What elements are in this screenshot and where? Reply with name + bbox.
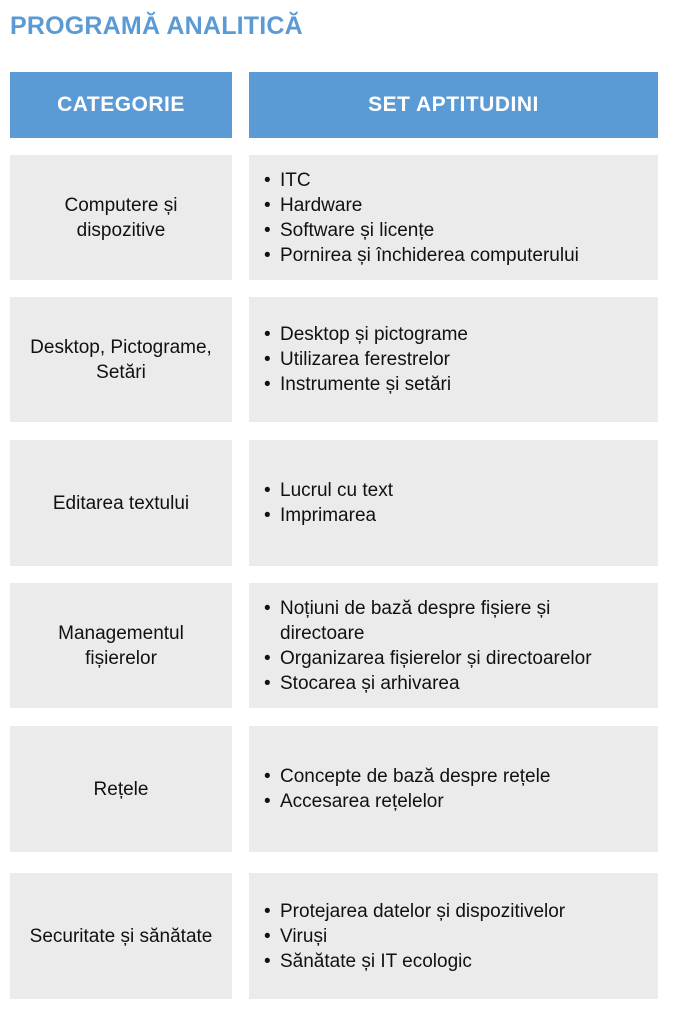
page-title: PROGRAMĂ ANALITICĂ (10, 12, 303, 40)
skill-item: • Imprimarea (280, 503, 393, 528)
skill-item: • Viruși (280, 924, 565, 949)
skill-item: • Noțiuni de bază despre fișiere și directoare (280, 596, 620, 646)
skills-computers-devices (249, 155, 658, 280)
category-file-management (10, 583, 232, 708)
category-label: Securitate și sănătate (29, 925, 213, 947)
category-networks (10, 726, 232, 852)
skill-item: • Hardware (280, 193, 579, 218)
skill-item: • Utilizarea ferestrelor (280, 347, 468, 372)
category-computers-devices (10, 155, 232, 280)
skill-item: • Pornirea și închiderea computerului (280, 243, 579, 268)
column-header-skills: SET APTITUDINI (249, 72, 658, 138)
skill-item: • Lucrul cu text (280, 478, 393, 503)
category-label: Desktop, Pictograme, Setări (30, 336, 212, 383)
category-text-editing (10, 440, 232, 566)
category-label: Managementul fișierelor (58, 622, 184, 669)
column-header-category: CATEGORIE (10, 72, 232, 138)
skill-list (280, 764, 550, 814)
skill-item: • Instrumente și setări (280, 372, 468, 397)
skill-list (280, 478, 393, 528)
skill-item: • Protejarea datelor și dispozitivelor (280, 899, 565, 924)
skill-item: • Desktop și pictograme (280, 322, 468, 347)
skill-item: • Accesarea rețelelor (280, 789, 550, 814)
skills-file-management (249, 583, 658, 708)
skill-item: • ITC (280, 168, 579, 193)
category-label: Editarea textului (52, 492, 190, 514)
skill-list (280, 168, 579, 268)
category-desktop-icons-settings (10, 297, 232, 422)
skill-item: • Software și licențe (280, 218, 579, 243)
skill-item: • Concepte de bază despre rețele (280, 764, 550, 789)
skill-list (280, 899, 565, 974)
skill-item: • Stocarea și arhivarea (280, 671, 620, 696)
skills-networks (249, 726, 658, 852)
category-security-health (10, 873, 232, 999)
skill-item: • Organizarea fișierelor și directoarelor (280, 646, 620, 671)
category-label: Rețele (93, 778, 149, 800)
skill-list (280, 596, 620, 696)
skill-list (280, 322, 468, 397)
skills-desktop-icons-settings (249, 297, 658, 422)
skills-text-editing (249, 440, 658, 566)
skill-item: • Sănătate și IT ecologic (280, 949, 565, 974)
category-label: Computere și dispozitive (64, 194, 178, 241)
skills-security-health (249, 873, 658, 999)
